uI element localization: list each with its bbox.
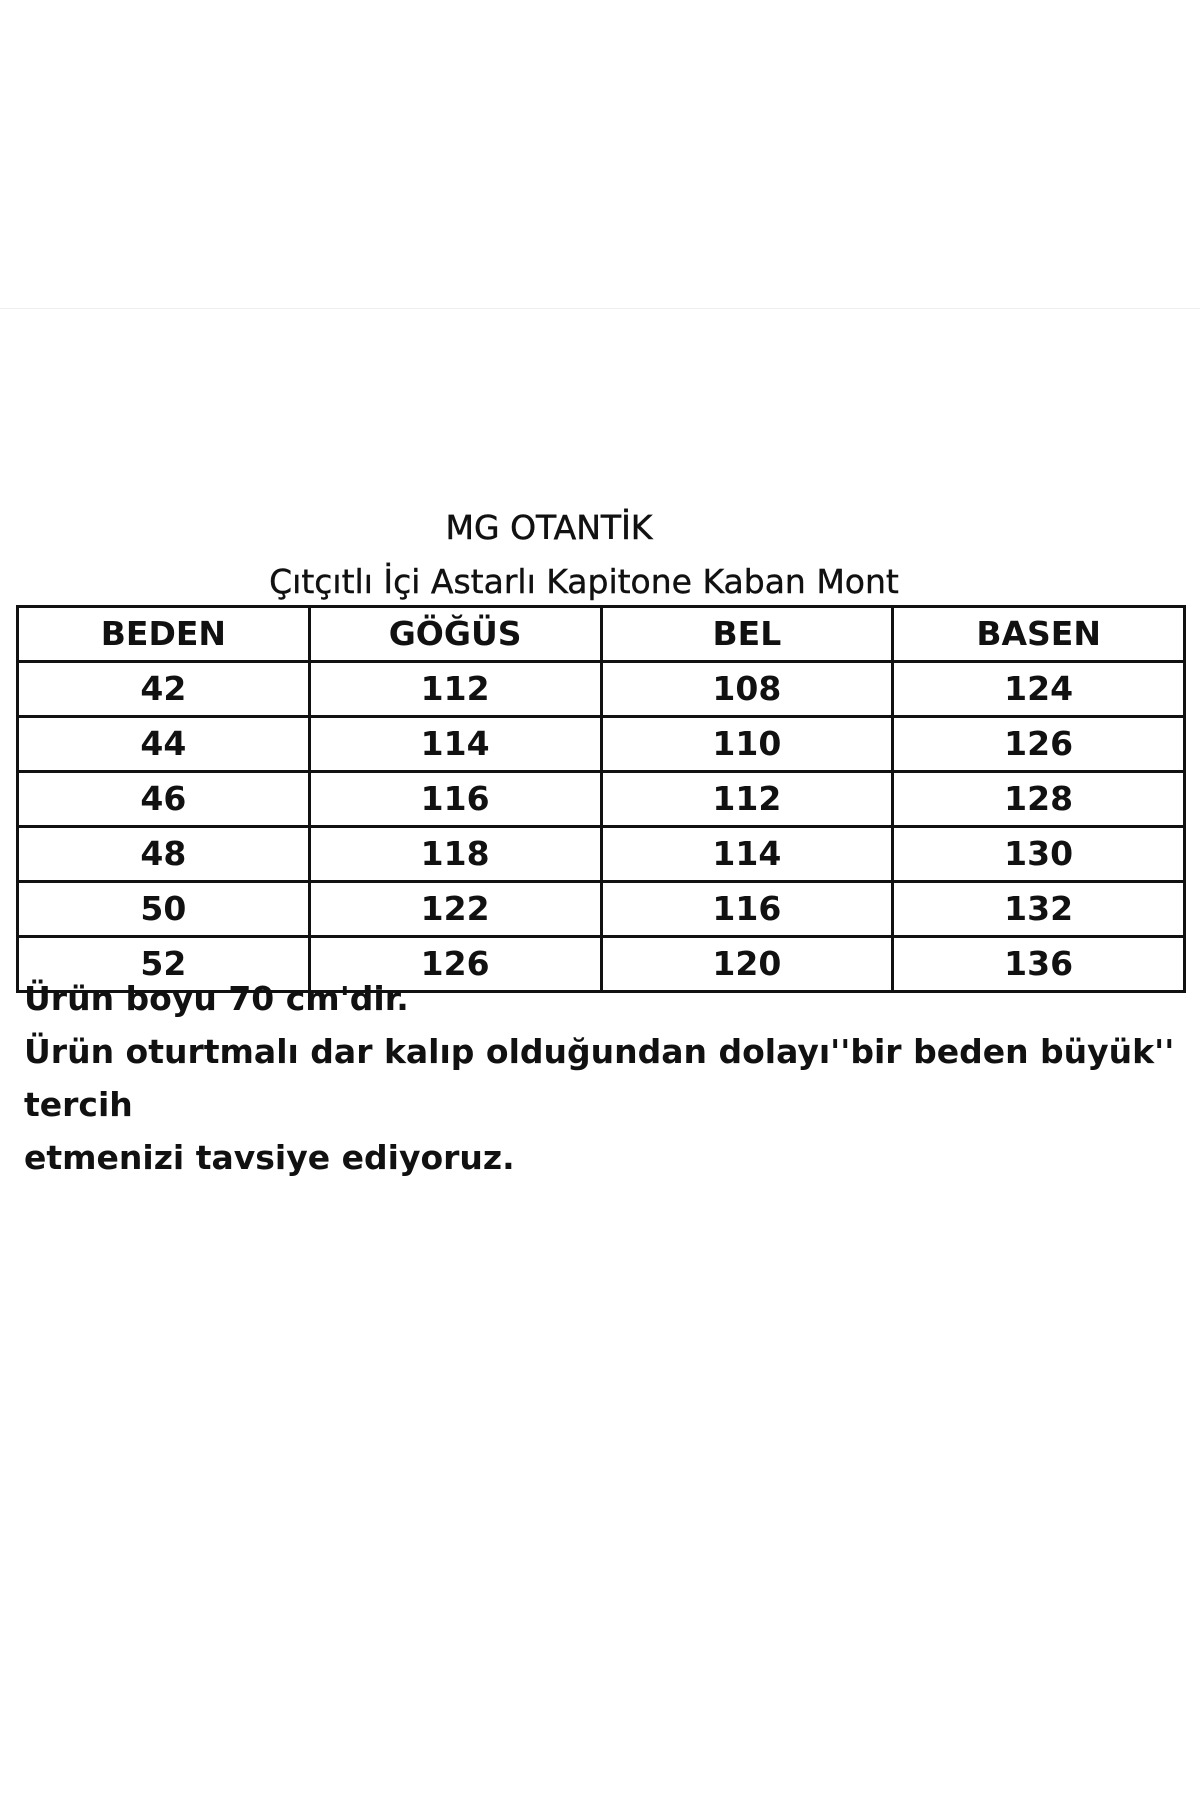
cell-gogus: 112 (309, 662, 601, 717)
column-header-beden: BEDEN (18, 607, 310, 662)
cell-beden: 42 (18, 662, 310, 717)
column-header-bel: BEL (601, 607, 893, 662)
cell-gogus: 114 (309, 717, 601, 772)
table-row (18, 772, 1185, 827)
cell-beden: 46 (18, 772, 310, 827)
table-row (18, 882, 1185, 937)
cell-beden: 52 (18, 937, 310, 992)
cell-basen: 126 (893, 717, 1185, 772)
top-divider (0, 308, 1200, 309)
table-header-row (18, 607, 1185, 662)
cell-beden: 44 (18, 717, 310, 772)
cell-gogus: 126 (309, 937, 601, 992)
cell-bel: 114 (601, 827, 893, 882)
length-note: Ürün boyu 70 cm'dir. (24, 979, 409, 1018)
cell-gogus: 122 (309, 882, 601, 937)
sizing-advice-line-2: etmenizi tavsiye ediyoruz. (24, 1138, 515, 1177)
cell-basen: 124 (893, 662, 1185, 717)
cell-basen: 128 (893, 772, 1185, 827)
cell-basen: 130 (893, 827, 1185, 882)
cell-bel: 120 (601, 937, 893, 992)
sizing-advice-line-1: Ürün oturtmalı dar kalıp olduğundan dolayı''bir beden büyük'' tercih (24, 1032, 1175, 1124)
table-row (18, 662, 1185, 717)
cell-bel: 116 (601, 882, 893, 937)
product-title: Çıtçıtlı İçi Astarlı Kapitone Kaban Mont (269, 562, 899, 601)
table-row (18, 717, 1185, 772)
product-notes (24, 972, 1184, 1184)
cell-bel: 110 (601, 717, 893, 772)
column-header-gogus: GÖĞÜS (309, 607, 601, 662)
cell-beden: 50 (18, 882, 310, 937)
cell-gogus: 118 (309, 827, 601, 882)
table-row (18, 827, 1185, 882)
cell-beden: 48 (18, 827, 310, 882)
cell-bel: 112 (601, 772, 893, 827)
cell-basen: 136 (893, 937, 1185, 992)
size-chart-table (16, 605, 1186, 993)
column-header-basen: BASEN (893, 607, 1185, 662)
cell-bel: 108 (601, 662, 893, 717)
brand-title: MG OTANTİK (445, 508, 653, 547)
cell-gogus: 116 (309, 772, 601, 827)
cell-basen: 132 (893, 882, 1185, 937)
